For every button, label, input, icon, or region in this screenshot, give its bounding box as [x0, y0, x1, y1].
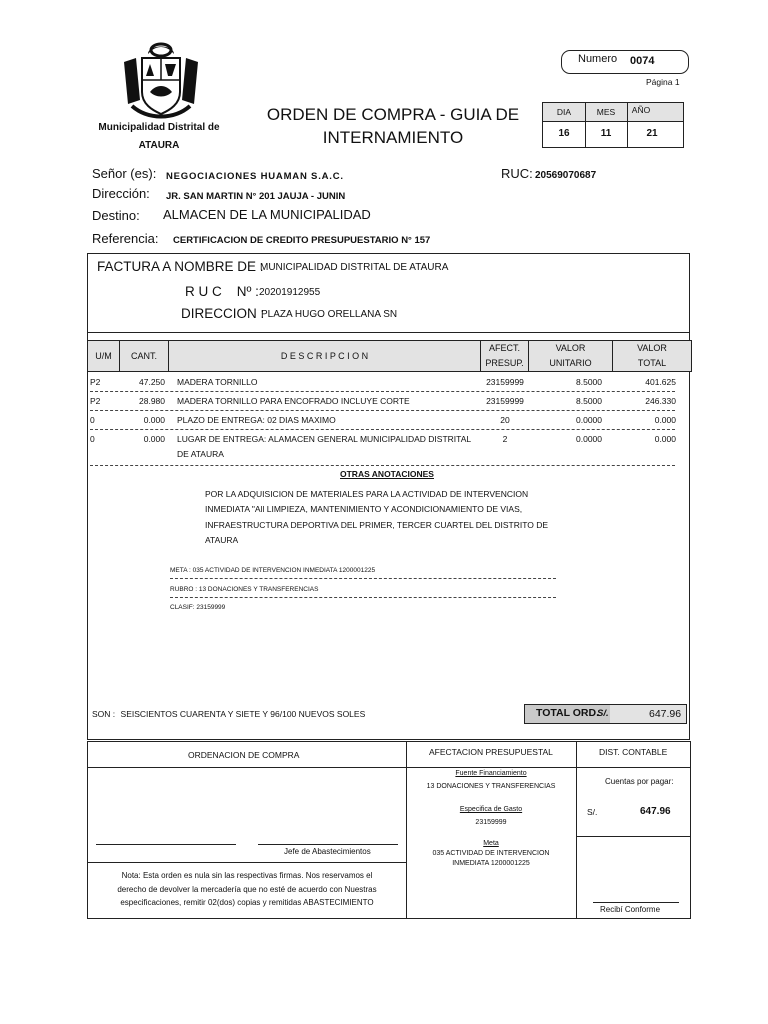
direccion-value: JR. SAN MARTIN N° 201 JAUJA - JUNIN: [166, 191, 346, 202]
row-vu: 8.5000: [576, 377, 602, 387]
anio-value: 21: [646, 128, 658, 139]
fuente-label: Fuente Financiamiento: [455, 770, 527, 777]
cuentas-currency: S/.: [587, 807, 598, 817]
row-vu: 0.0000: [576, 434, 602, 444]
annotation-text: [205, 487, 548, 548]
invoice-direccion-label: DIRECCION :: [181, 306, 265, 321]
nota-line: derecho de devolver la mercadería que no esté de acuerdo con Nuestras: [117, 884, 377, 894]
row-afect: 23159999: [486, 396, 524, 406]
rubro-line: RUBRO : 13 DONACIONES Y TRANSFERENCIAS: [170, 586, 319, 593]
otras-anotaciones-title: OTRAS ANOTACIONES: [340, 469, 434, 479]
row-cant: 0.000: [143, 415, 165, 425]
row-cant: 28.980: [139, 396, 165, 406]
clasif-line: CLASIF: 23159999: [170, 604, 226, 611]
afectacion-heading: AFECTACION PRESUPUESTAL: [429, 747, 553, 757]
anio-label: AÑO: [631, 105, 651, 115]
mes-label: MES: [596, 107, 616, 117]
row-um: 0: [90, 415, 95, 425]
municipality-name: [96, 122, 222, 151]
factura-label: FACTURA A NOMBRE DE :: [97, 259, 264, 274]
municipality-line2: ATAURA: [138, 140, 180, 151]
recibi-conforme-label: Recibí Conforme: [600, 905, 661, 914]
header-valor-unitario: VALOR UNITARIO: [528, 340, 613, 372]
ruc-value: 20569070687: [535, 170, 597, 181]
dia-label: DIA: [556, 107, 572, 117]
title-line2: INTERNAMIENTO: [322, 128, 464, 147]
header-afect: AFECT. PRESUP.: [480, 340, 529, 372]
row-desc: PLAZO DE ENTREGA: 02 DIAS MAXIMO: [177, 415, 336, 425]
referencia-value: CERTIFICACION DE CREDITO PRESUPUESTARIO N° 157: [173, 235, 431, 246]
row-afect: 23159999: [486, 377, 524, 387]
numero-value: 0074: [630, 55, 655, 67]
cuentas-label: Cuentas por pagar:: [605, 777, 674, 786]
senor-value: NEGOCIACIONES HUAMAN S.A.C.: [166, 171, 344, 182]
son-label: SON :: [92, 709, 116, 719]
date-box: [542, 102, 684, 148]
invoice-ruc-label: R U C Nº :: [185, 284, 259, 299]
total-value: 647.96: [649, 708, 682, 720]
especifica-label: Especifica de Gasto: [459, 806, 523, 813]
invoice-ruc-value: 20201912955: [259, 287, 321, 298]
signature-line: [593, 902, 679, 903]
row-vt: 401.625: [645, 377, 676, 387]
annotation-line: POR LA ADQUISICION DE MATERIALES PARA LA ACTIVIDAD DE INTERVENCION: [205, 489, 529, 499]
son-line: [92, 709, 365, 719]
meta-value-line1: 035 ACTIVIDAD DE INTERVENCION: [432, 850, 550, 857]
son-value: SEISCIENTOS CUARENTA Y SIETE Y 96/100 NUEVOS SOLES: [120, 709, 366, 719]
meta-value-line2: INMEDIATA 1200001225: [452, 860, 530, 867]
total-box: [524, 704, 687, 724]
referencia-label: Referencia:: [92, 231, 159, 246]
row-afect: 20: [500, 415, 510, 425]
invoice-direccion-value: PLAZA HUGO ORELLANA SN: [261, 309, 398, 320]
row-cant: 0.000: [143, 434, 165, 444]
numero-box: [561, 50, 689, 74]
destino-label: Destino:: [92, 208, 140, 223]
row-cant: 47.250: [139, 377, 165, 387]
meta-line: META : 035 ACTIVIDAD DE INTERVENCION INMEDIATA 1200001225: [170, 567, 376, 574]
annotation-line: INFRAESTRUCTURA DEPORTIVA DEL PRIMER, TERCER CUARTEL DEL DISTRITO DE: [205, 519, 549, 530]
signature-line: [96, 844, 236, 845]
cuentas-value: 647.96: [640, 806, 671, 817]
header-cant: CANT.: [119, 340, 169, 372]
annotation-line: ATAURA: [205, 534, 239, 545]
row-vu: 8.5000: [576, 396, 602, 406]
row-vt: 0.000: [654, 434, 676, 444]
row-desc: LUGAR DE ENTREGA: ALAMACEN GENERAL MUNICIPALIDAD DISTRITAL: [177, 434, 472, 444]
nota-line: Nota: Esta orden es nula sin las respectivas firmas. Nos reservamos el: [121, 871, 373, 880]
row-vu: 0.0000: [576, 415, 602, 425]
mes-value: 11: [600, 128, 612, 139]
row-desc: MADERA TORNILLO PARA ENCOFRADO INCLUYE CORTE: [177, 396, 410, 406]
numero-label: Numero: [578, 53, 618, 65]
annotation-line: INMEDIATA "All LIMPIEZA, MANTENIMIENTO Y ACONDICIONAMIENTO DE VIAS,: [205, 504, 523, 515]
municipality-line1: Municipalidad Distrital de: [98, 122, 220, 133]
nota-block: [88, 869, 406, 910]
row-vt: 0.000: [654, 415, 676, 425]
page-number: Página 1: [646, 77, 680, 87]
total-currency: S/.: [597, 708, 609, 719]
row-desc-continued: DE ATAURA: [177, 449, 224, 459]
row-um: 0: [90, 434, 95, 444]
total-label: TOTAL ORD.: [536, 707, 599, 719]
senor-label: Señor (es):: [92, 166, 157, 181]
dia-value: 16: [558, 128, 570, 139]
row-vt: 246.330: [645, 396, 676, 406]
especifica-value: 23159999: [475, 819, 507, 826]
ordenacion-compra-heading: ORDENACION DE COMPRA: [188, 750, 300, 760]
row-desc: MADERA TORNILLO: [177, 377, 258, 387]
destino-value: ALMACEN DE LA MUNICIPALIDAD: [163, 207, 371, 222]
coat-of-arms-emblem: [118, 40, 204, 122]
direccion-label: Dirección:: [92, 186, 150, 201]
row-afect: 2: [502, 434, 508, 444]
afectacion-block: [406, 770, 576, 867]
factura-value: MUNICIPALIDAD DISTRITAL DE ATAURA: [260, 262, 449, 273]
header-valor-total: VALOR TOTAL: [612, 340, 692, 372]
meta-label: Meta: [483, 840, 499, 847]
dist-contable-heading: DIST. CONTABLE: [599, 747, 668, 757]
jefe-abastecimientos-label: Jefe de Abastecimientos: [284, 847, 371, 856]
title-line1: ORDEN DE COMPRA - GUIA DE: [266, 105, 520, 124]
signature-line: [258, 844, 398, 845]
header-um: U/M: [87, 340, 120, 372]
fuente-value: 13 DONACIONES Y TRANSFERENCIAS: [426, 783, 556, 790]
nota-line: especificaciones, remitir 02(dos) copias y remitidas ABASTECIMIENTO: [120, 898, 374, 907]
row-um: P2: [90, 377, 101, 387]
row-um: P2: [90, 396, 101, 406]
ruc-label: RUC:: [501, 166, 533, 181]
page-title: [254, 103, 532, 149]
header-descripcion: D E S C R I P C I O N: [168, 340, 481, 372]
